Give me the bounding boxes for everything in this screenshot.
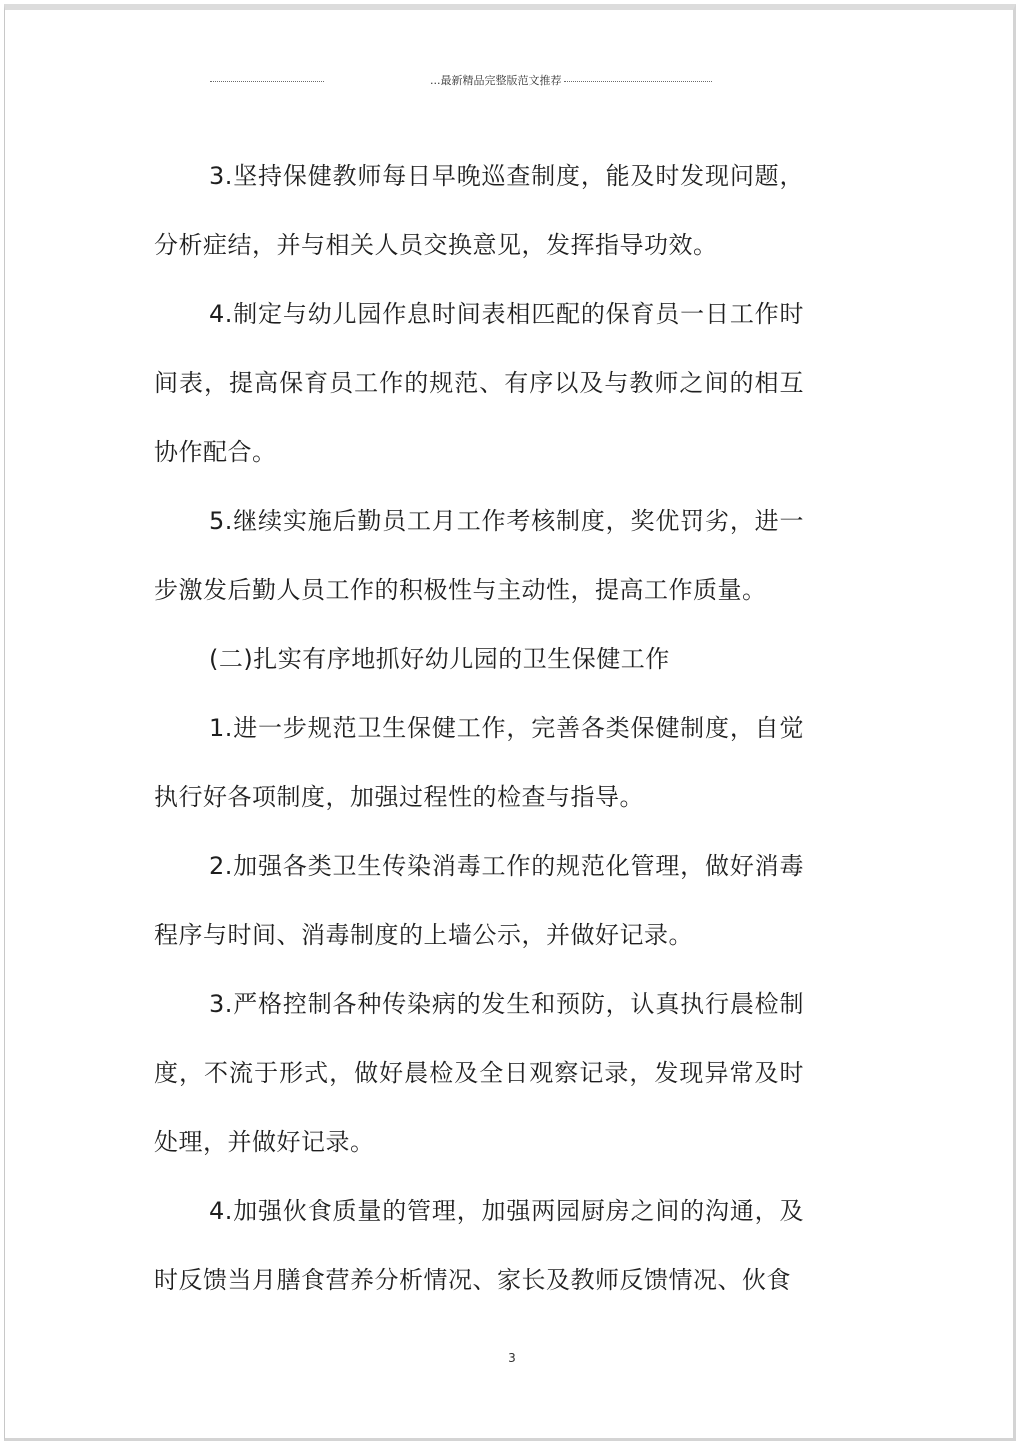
running-header [210,70,712,90]
paragraph-item-5-assessment: 5.继续实施后勤员工月工作考核制度，奖优罚劣，进一步激发后勤人员工作的积极性与主动性，提高工作质量。 [154,507,804,604]
paragraph-item-4-schedule: 4.制定与幼儿园作息时间表相匹配的保育员一日工作时间表，提高保育员工作的规范、有序以及与教师之间的相互协作配合。 [154,300,804,466]
section-heading: (二)扎实有序地抓好幼儿园的卫生保健工作 [209,645,670,673]
header-rule-left [210,81,324,82]
paragraph-item-1-standards: 1.进一步规范卫生保健工作，完善各类保健制度，自觉执行好各项制度，加强过程性的检查与指导。 [154,714,804,811]
paragraph-item-3-prevention: 3.严格控制各种传染病的发生和预防，认真执行晨检制度，不流于形式，做好晨检及全日观察记录，发现异常及时处理，并做好记录。 [154,990,804,1156]
document-body [154,142,804,1315]
page-number: 3 [508,1351,516,1365]
header-rule-right [564,81,713,82]
paragraph-item-4-food: 4.加强伙食质量的管理，加强两园厨房之间的沟通，及时反馈当月膳食营养分析情况、家长及教师反馈情况、伙食 [154,1197,804,1294]
paragraph-item-3-inspection: 3.坚持保健教师每日早晚巡查制度，能及时发现问题，分析症结，并与相关人员交换意见，发挥指导功效。 [154,162,804,259]
paragraph-item-2-disinfection: 2.加强各类卫生传染消毒工作的规范化管理，做好消毒程序与时间、消毒制度的上墙公示，并做好记录。 [154,852,804,949]
header-text: ...最新精品完整版范文推荐 [430,74,562,87]
